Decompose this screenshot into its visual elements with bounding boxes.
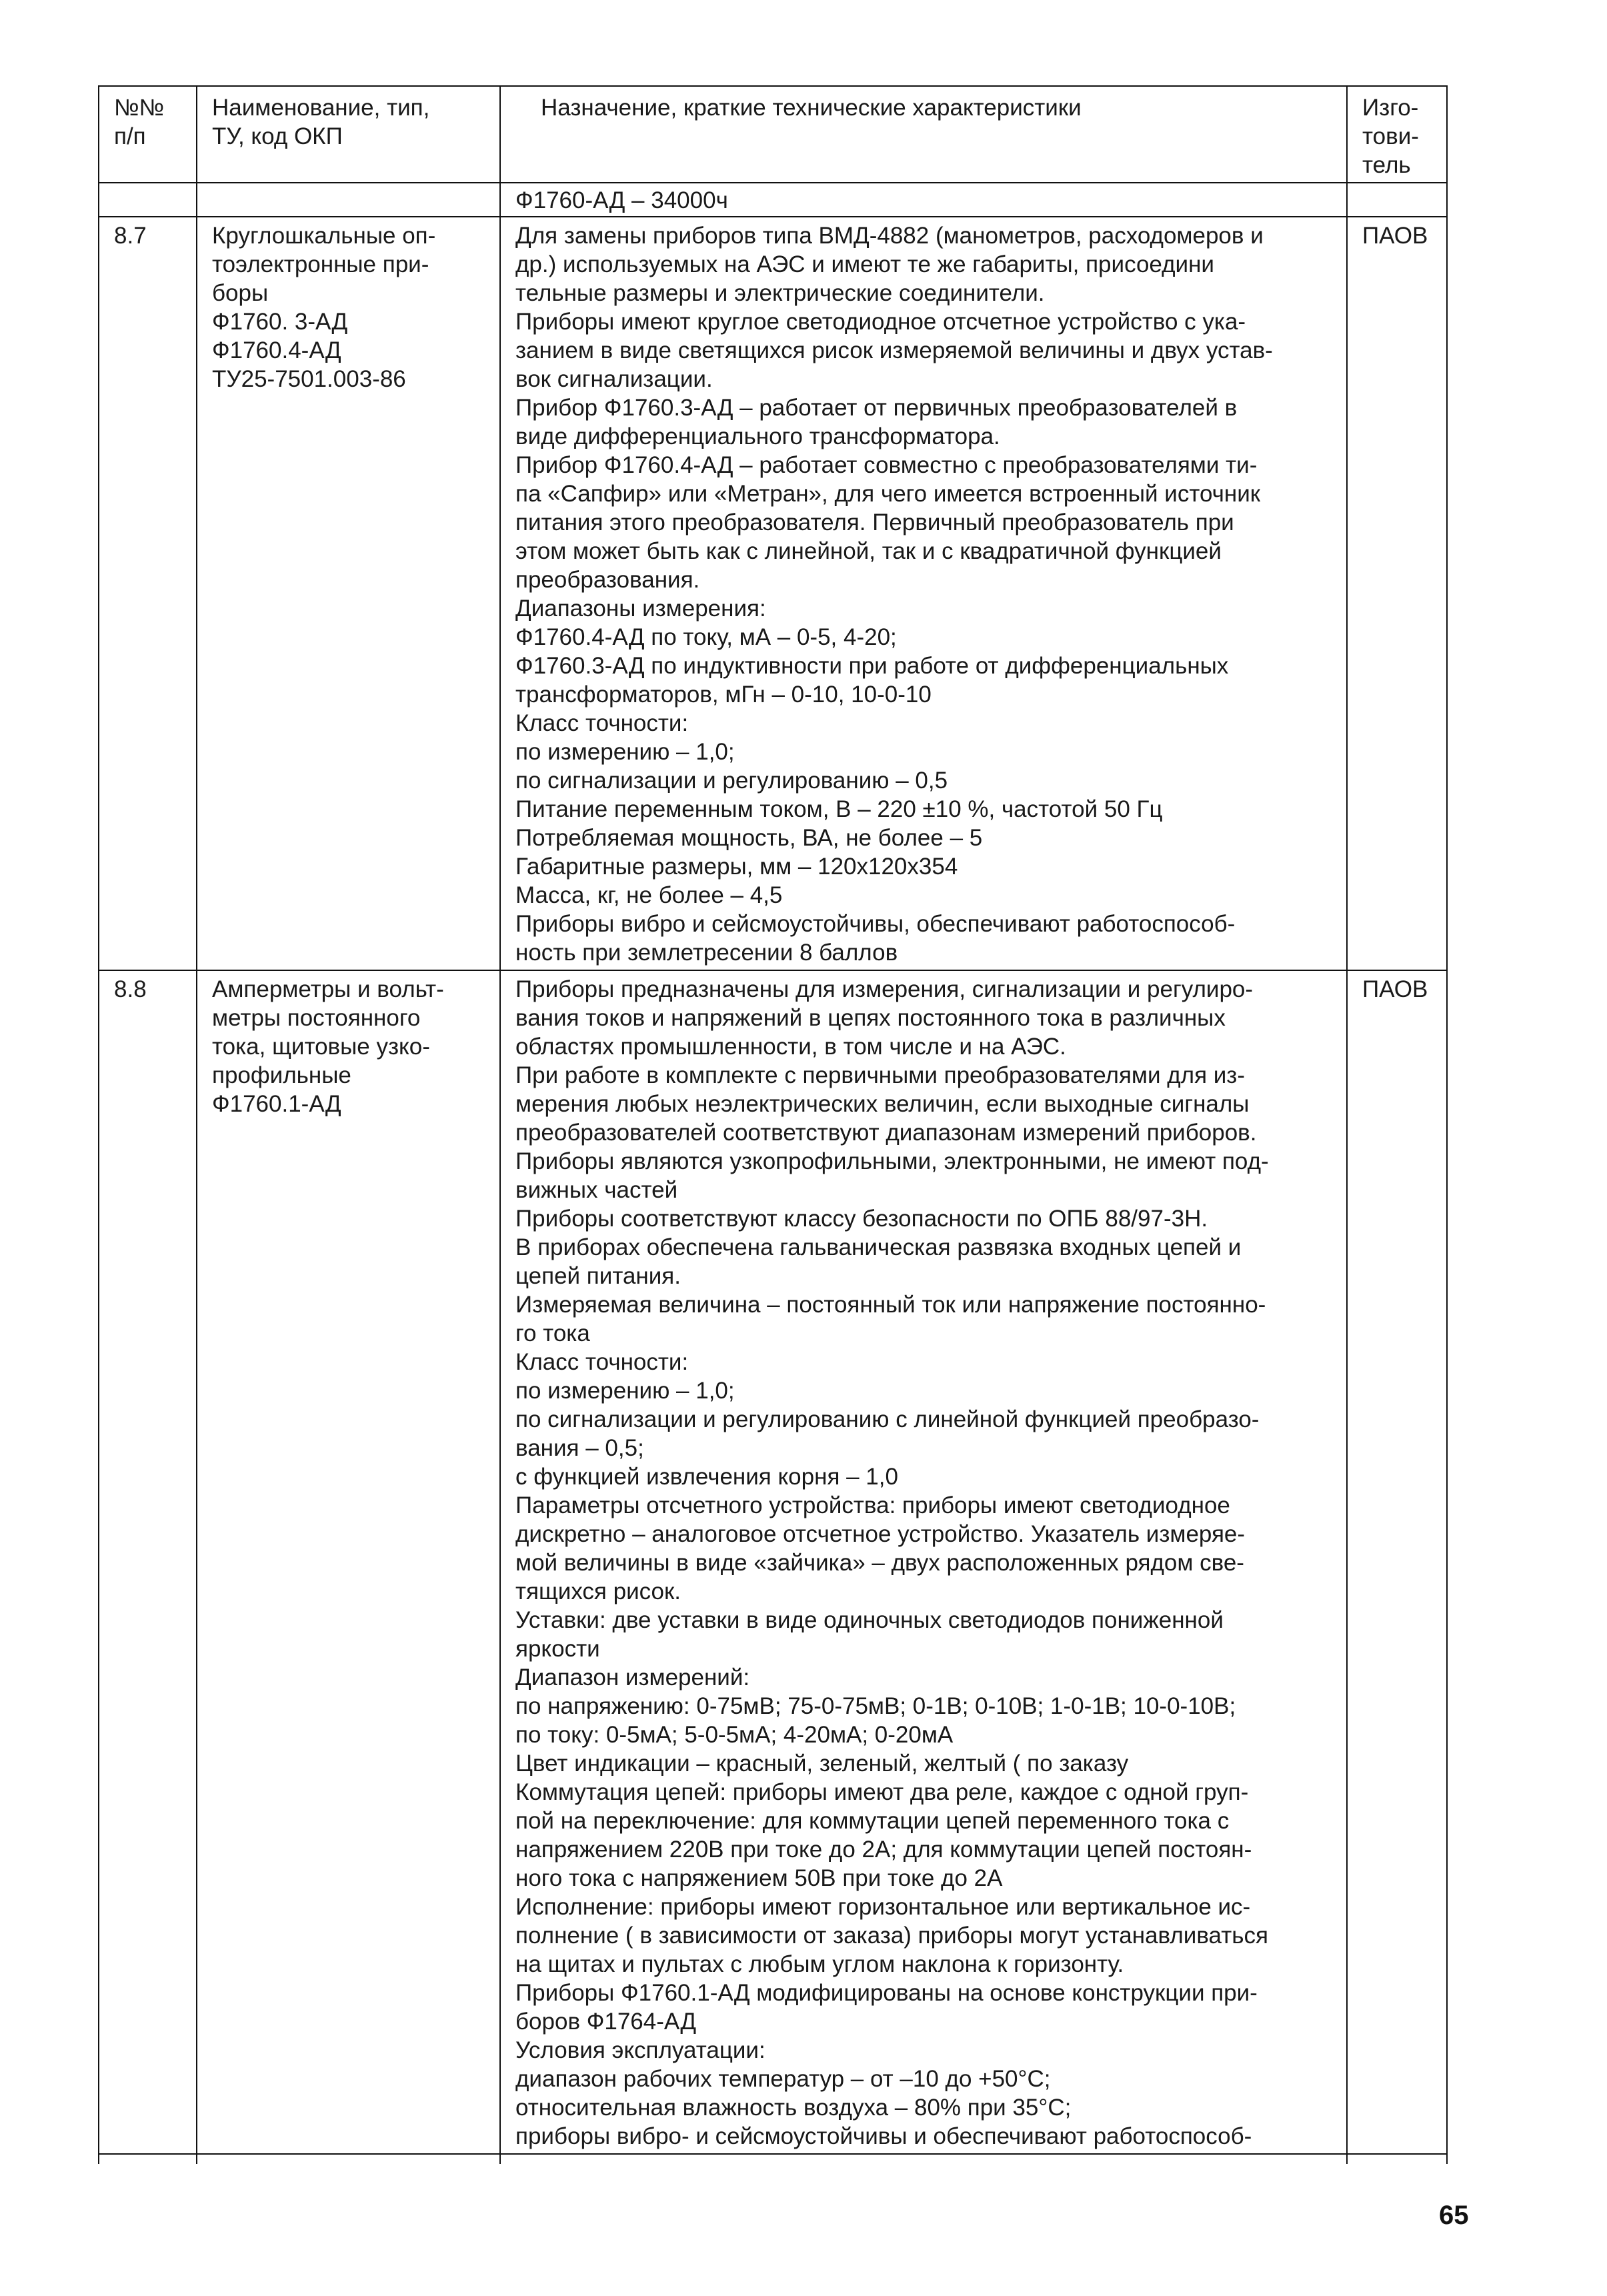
text-line: Приборы являются узкопрофильными, электронными, не имеют под- xyxy=(515,1148,1269,1174)
text-line: ПАОВ xyxy=(1362,223,1428,249)
text-line: Класс точности: xyxy=(515,1349,689,1375)
cell-number xyxy=(99,217,197,970)
table-continuation-tail xyxy=(99,2154,1447,2164)
text-line: тока, щитовые узко- xyxy=(212,1034,430,1060)
page-number: 65 xyxy=(1439,2201,1469,2230)
text-line: боры xyxy=(212,280,269,306)
cell-name xyxy=(197,970,500,2154)
text-line: Ф1760.3-АД по индуктивности при работе от дифференциальных xyxy=(515,653,1229,679)
text-line: 8.8 xyxy=(114,976,147,1002)
text-line: ного тока с напряжением 50В при токе до 2А xyxy=(515,1865,1003,1891)
text-line: Ф1760-АД – 34000ч xyxy=(515,187,728,213)
text-line: Изго- xyxy=(1362,95,1419,121)
cell-description xyxy=(500,183,1347,217)
text-line: дискретно – аналоговое отсчетное устройство. Указатель измеряе- xyxy=(515,1521,1246,1547)
text-line: Прибор Ф1760.3-АД – работает от первичных преобразователей в xyxy=(515,395,1238,421)
text-line: полнение ( в зависимости от заказа) приборы могут устанавливаться xyxy=(515,1923,1268,1949)
cell-name xyxy=(197,183,500,217)
text-line: Приборы предназначены для измерения, сигнализации и регулиро- xyxy=(515,976,1254,1002)
text-line: на щитах и пультах с любым углом наклона к горизонту. xyxy=(515,1951,1124,1977)
text-line: Параметры отсчетного устройства: приборы имеют светодиодное xyxy=(515,1492,1230,1518)
text-line: Диапазоны измерения: xyxy=(515,596,766,622)
text-line: Назначение, краткие технические характеристики xyxy=(541,95,1082,121)
text-line: Ф1760.1-АД xyxy=(212,1091,341,1117)
text-line: тельные размеры и электрические соединители. xyxy=(515,280,1045,306)
text-line: Уставки: две уставки в виде одиночных светодиодов пониженной xyxy=(515,1607,1224,1633)
equipment-spec-table xyxy=(98,85,1448,2164)
header-number xyxy=(99,86,197,183)
text-line: виде дифференциального трансформатора. xyxy=(515,423,1000,449)
text-line: го тока xyxy=(515,1320,590,1346)
text-line: Исполнение: приборы имеют горизонтальное или вертикальное ис- xyxy=(515,1894,1251,1920)
text-line: по измерению – 1,0; xyxy=(515,1378,735,1404)
text-line: Диапазон измерений: xyxy=(515,1664,750,1690)
text-line: тель xyxy=(1362,152,1411,178)
text-line: Ф1760.4-АД по току, мА – 0-5, 4-20; xyxy=(515,624,897,650)
continuation-row xyxy=(99,183,1447,217)
text-line: Приборы имеют круглое светодиодное отсчетное устройство с ука- xyxy=(515,309,1246,335)
text-line: Приборы Ф1760.1-АД модифицированы на основе конструкции при- xyxy=(515,1980,1258,2006)
text-line: приборы вибро- и сейсмоустойчивы и обеспечивают работоспособ- xyxy=(515,2123,1252,2149)
text-line: Амперметры и вольт- xyxy=(212,976,444,1002)
text-line: Ф1760. 3-АД xyxy=(212,309,348,335)
text-line: мой величины в виде «зайчика» – двух расположенных рядом све- xyxy=(515,1550,1244,1576)
text-line: Цвет индикации – красный, зеленый, желтый ( по заказу xyxy=(515,1751,1129,1777)
header-name-type xyxy=(197,86,500,183)
text-line: цепей питания. xyxy=(515,1263,681,1289)
text-line: по току: 0-5мА; 5-0-5мА; 4-20мА; 0-20мА xyxy=(515,1722,954,1748)
text-line: вания – 0,5; xyxy=(515,1435,644,1461)
cell-manufacturer xyxy=(1347,183,1447,217)
text-line: относительная влажность воздуха – 80% при 35°С; xyxy=(515,2095,1072,2121)
text-line: занием в виде светящихся рисок измеряемой величины и двух устав- xyxy=(515,337,1273,363)
text-line: боров Ф1764-АД xyxy=(515,2009,697,2035)
text-line: Измеряемая величина – постоянный ток или напряжение постоянно- xyxy=(515,1292,1266,1318)
text-line: Масса, кг, не более – 4,5 xyxy=(515,882,783,908)
table-header-row xyxy=(99,86,1447,183)
text-line: по сигнализации и регулированию с линейной функцией преобразо- xyxy=(515,1406,1260,1432)
text-line: вок сигнализации. xyxy=(515,366,713,392)
text-line: 8.7 xyxy=(114,223,147,249)
text-line: ТУ, код ОКП xyxy=(212,123,343,149)
text-line: Коммутация цепей: приборы имеют два реле, каждое с одной груп- xyxy=(515,1779,1249,1805)
text-line: диапазон рабочих температур – от –10 до +50°С; xyxy=(515,2066,1051,2092)
text-line: пой на переключение: для коммутации цепей переменного тока с xyxy=(515,1808,1230,1834)
text-line: ность при землетресении 8 баллов xyxy=(515,940,898,966)
text-line: этом может быть как с линейной, так и с квадратичной функцией xyxy=(515,538,1222,564)
text-line: Ф1760.4-АД xyxy=(212,337,341,363)
text-line: по напряжению: 0-75мВ; 75-0-75мВ; 0-1В; 0-10В; 1-0-1В; 10-0-10В; xyxy=(515,1693,1236,1719)
text-line: Приборы соответствуют классу безопасности по ОПБ 88/97-3Н. xyxy=(515,1206,1208,1232)
cell-number xyxy=(99,183,197,217)
text-line: мерения любых неэлектрических величин, если выходные сигналы xyxy=(515,1091,1250,1117)
text-line: па «Сапфир» или «Метран», для чего имеется встроенный источник xyxy=(515,481,1261,507)
text-line: п/п xyxy=(114,123,146,149)
text-line: с функцией извлечения корня – 1,0 xyxy=(515,1464,898,1490)
text-line: по сигнализации и регулированию – 0,5 xyxy=(515,768,948,794)
text-line: яркости xyxy=(515,1636,600,1662)
table-row xyxy=(99,217,1447,970)
text-line: тоэлектронные при- xyxy=(212,251,429,277)
text-line: Потребляемая мощность, ВА, не более – 5 xyxy=(515,825,983,851)
text-line: преобразователей соответствуют диапазонам измерений приборов. xyxy=(515,1120,1257,1146)
text-line: Прибор Ф1760.4-АД – работает совместно с преобразователями ти- xyxy=(515,452,1258,478)
cell-name xyxy=(197,217,500,970)
text-line: др.) используемых на АЭС и имеют те же габариты, присоедини xyxy=(515,251,1214,277)
text-line: питания этого преобразователя. Первичный преобразователь при xyxy=(515,509,1234,535)
text-line: преобразования. xyxy=(515,567,700,593)
text-line: Питание переменным током, В – 220 ±10 %, частотой 50 Гц xyxy=(515,796,1163,822)
text-line: Габаритные размеры, мм – 120х120х354 xyxy=(515,854,958,880)
text-line: напряжением 220В при токе до 2А; для коммутации цепей постоян- xyxy=(515,1837,1252,1863)
text-line: Приборы вибро и сейсмоустойчивы, обеспечивают работоспособ- xyxy=(515,911,1236,937)
cell-number xyxy=(99,970,197,2154)
text-line: №№ xyxy=(114,95,165,121)
text-line: метры постоянного xyxy=(212,1005,421,1031)
text-line: тови- xyxy=(1362,123,1419,149)
text-line: трансформаторов, мГн – 0-10, 10-0-10 xyxy=(515,682,932,708)
text-line: Круглошкальные оп- xyxy=(212,223,436,249)
text-line: В приборах обеспечена гальваническая развязка входных цепей и xyxy=(515,1234,1242,1260)
cell-manufacturer xyxy=(1347,970,1447,2154)
text-line: ПАОВ xyxy=(1362,976,1428,1002)
cell-description xyxy=(500,217,1347,970)
header-manufacturer xyxy=(1347,86,1447,183)
text-line: по измерению – 1,0; xyxy=(515,739,735,765)
text-line: вижных частей xyxy=(515,1177,678,1203)
table-row xyxy=(99,970,1447,2154)
cell-manufacturer xyxy=(1347,217,1447,970)
header-purpose-specs xyxy=(500,86,1347,183)
text-line: Наименование, тип, xyxy=(212,95,430,121)
text-line: тящихся рисок. xyxy=(515,1578,681,1604)
text-line: профильные xyxy=(212,1062,351,1088)
text-line: При работе в комплекте с первичными преобразователями для из- xyxy=(515,1062,1246,1088)
text-line: Класс точности: xyxy=(515,710,689,736)
text-line: ТУ25-7501.003-86 xyxy=(212,366,406,392)
text-line: Условия эксплуатации: xyxy=(515,2037,765,2063)
text-line: областях промышленности, в том числе и на АЭС. xyxy=(515,1034,1066,1060)
text-line: вания токов и напряжений в цепях постоянного тока в различных xyxy=(515,1005,1226,1031)
text-line: Для замены приборов типа ВМД-4882 (манометров, расходомеров и xyxy=(515,223,1264,249)
cell-description xyxy=(500,970,1347,2154)
